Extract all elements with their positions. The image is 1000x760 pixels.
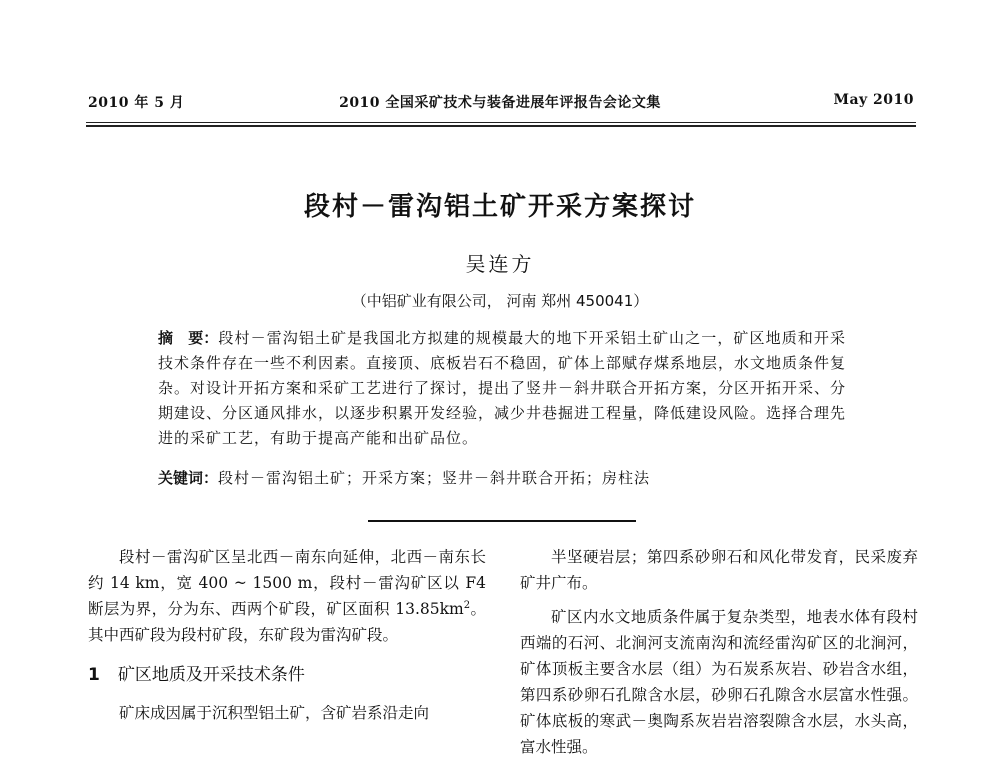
body-paragraph: 段村－雷沟矿区呈北西－南东向延伸，北西－南东长约 14 km，宽 400 ~ 1500 m，段村－雷沟矿区以 F4 断层为界，分为东、西两个矿段，矿区面积 $13.85km^2$。其中西矿段为段村矿段，东矿段为雷沟矿段。 — [88, 548, 486, 644]
running-header-date: 2010 年 5 月 — [88, 95, 185, 111]
abstract-label: 摘 要： — [158, 329, 219, 347]
keywords-text: 段村－雷沟铝土矿；开采方案；竖井－斜井联合开拓；房柱法 — [218, 469, 651, 487]
body-paragraph: 矿床成因属于沉积型铝土矿，含矿岩系沿走向 — [119, 704, 430, 722]
section-heading — [88, 662, 486, 688]
author-affiliation: （中铝矿业有限公司， 河南 郑州 450041） — [351, 292, 649, 310]
body-column-right — [520, 544, 918, 760]
section-number: 1 — [88, 665, 100, 685]
body-column-left — [88, 544, 486, 726]
keywords — [158, 466, 846, 491]
header-rule-thick — [86, 125, 916, 127]
section-divider — [368, 520, 636, 522]
superscript: 2 — [463, 599, 471, 611]
body-paragraph: 矿区内水文地质条件属于复杂类型，地表水体有段村西端的石河、北涧河支流南沟和流经雷沟矿区的北涧河，矿体顶板主要含水层（组）为石炭系灰岩、砂岩含水组，第四系砂卵石孔隙含水层，砂卵石孔隙含水层富水性强。矿体底板的寒武－奥陶系灰岩岩溶裂隙含水层，水头高，富水性强。 — [520, 608, 918, 756]
abstract-text: 段村－雷沟铝土矿是我国北方拟建的规模最大的地下开采铝土矿山之一，矿区地质和开采技术条件存在一些不利因素。直接顶、底板岩石不稳固，矿体上部赋存煤系地层，水文地质条件复杂。对设计开拓方案和采矿工艺进行了探讨，提出了竖井－斜井联合开拓方案，分区开拓开采、分期建设、分区通风排水，以逐步积累开发经验，减少井巷掘进工程量，降低建设风险。选择合理先进的采矿工艺，有助于提高产能和出矿品位。 — [158, 329, 847, 447]
author-name: 吴连方 — [465, 252, 535, 276]
running-header-date-en: May 2010 — [833, 92, 914, 108]
abstract — [158, 326, 846, 451]
section-title: 矿区地质及开采技术条件 — [117, 665, 305, 685]
header-rule — [86, 122, 916, 123]
keywords-label: 关键词： — [158, 469, 219, 487]
running-header-journal: 2010 全国采矿技术与装备进展年评报告会论文集 — [339, 95, 661, 111]
paper-title: 段村－雷沟铝土矿开采方案探讨 — [303, 192, 696, 222]
body-paragraph: 半坚硬岩层；第四系砂卵石和风化带发育，民采废弃矿井广布。 — [520, 548, 918, 592]
